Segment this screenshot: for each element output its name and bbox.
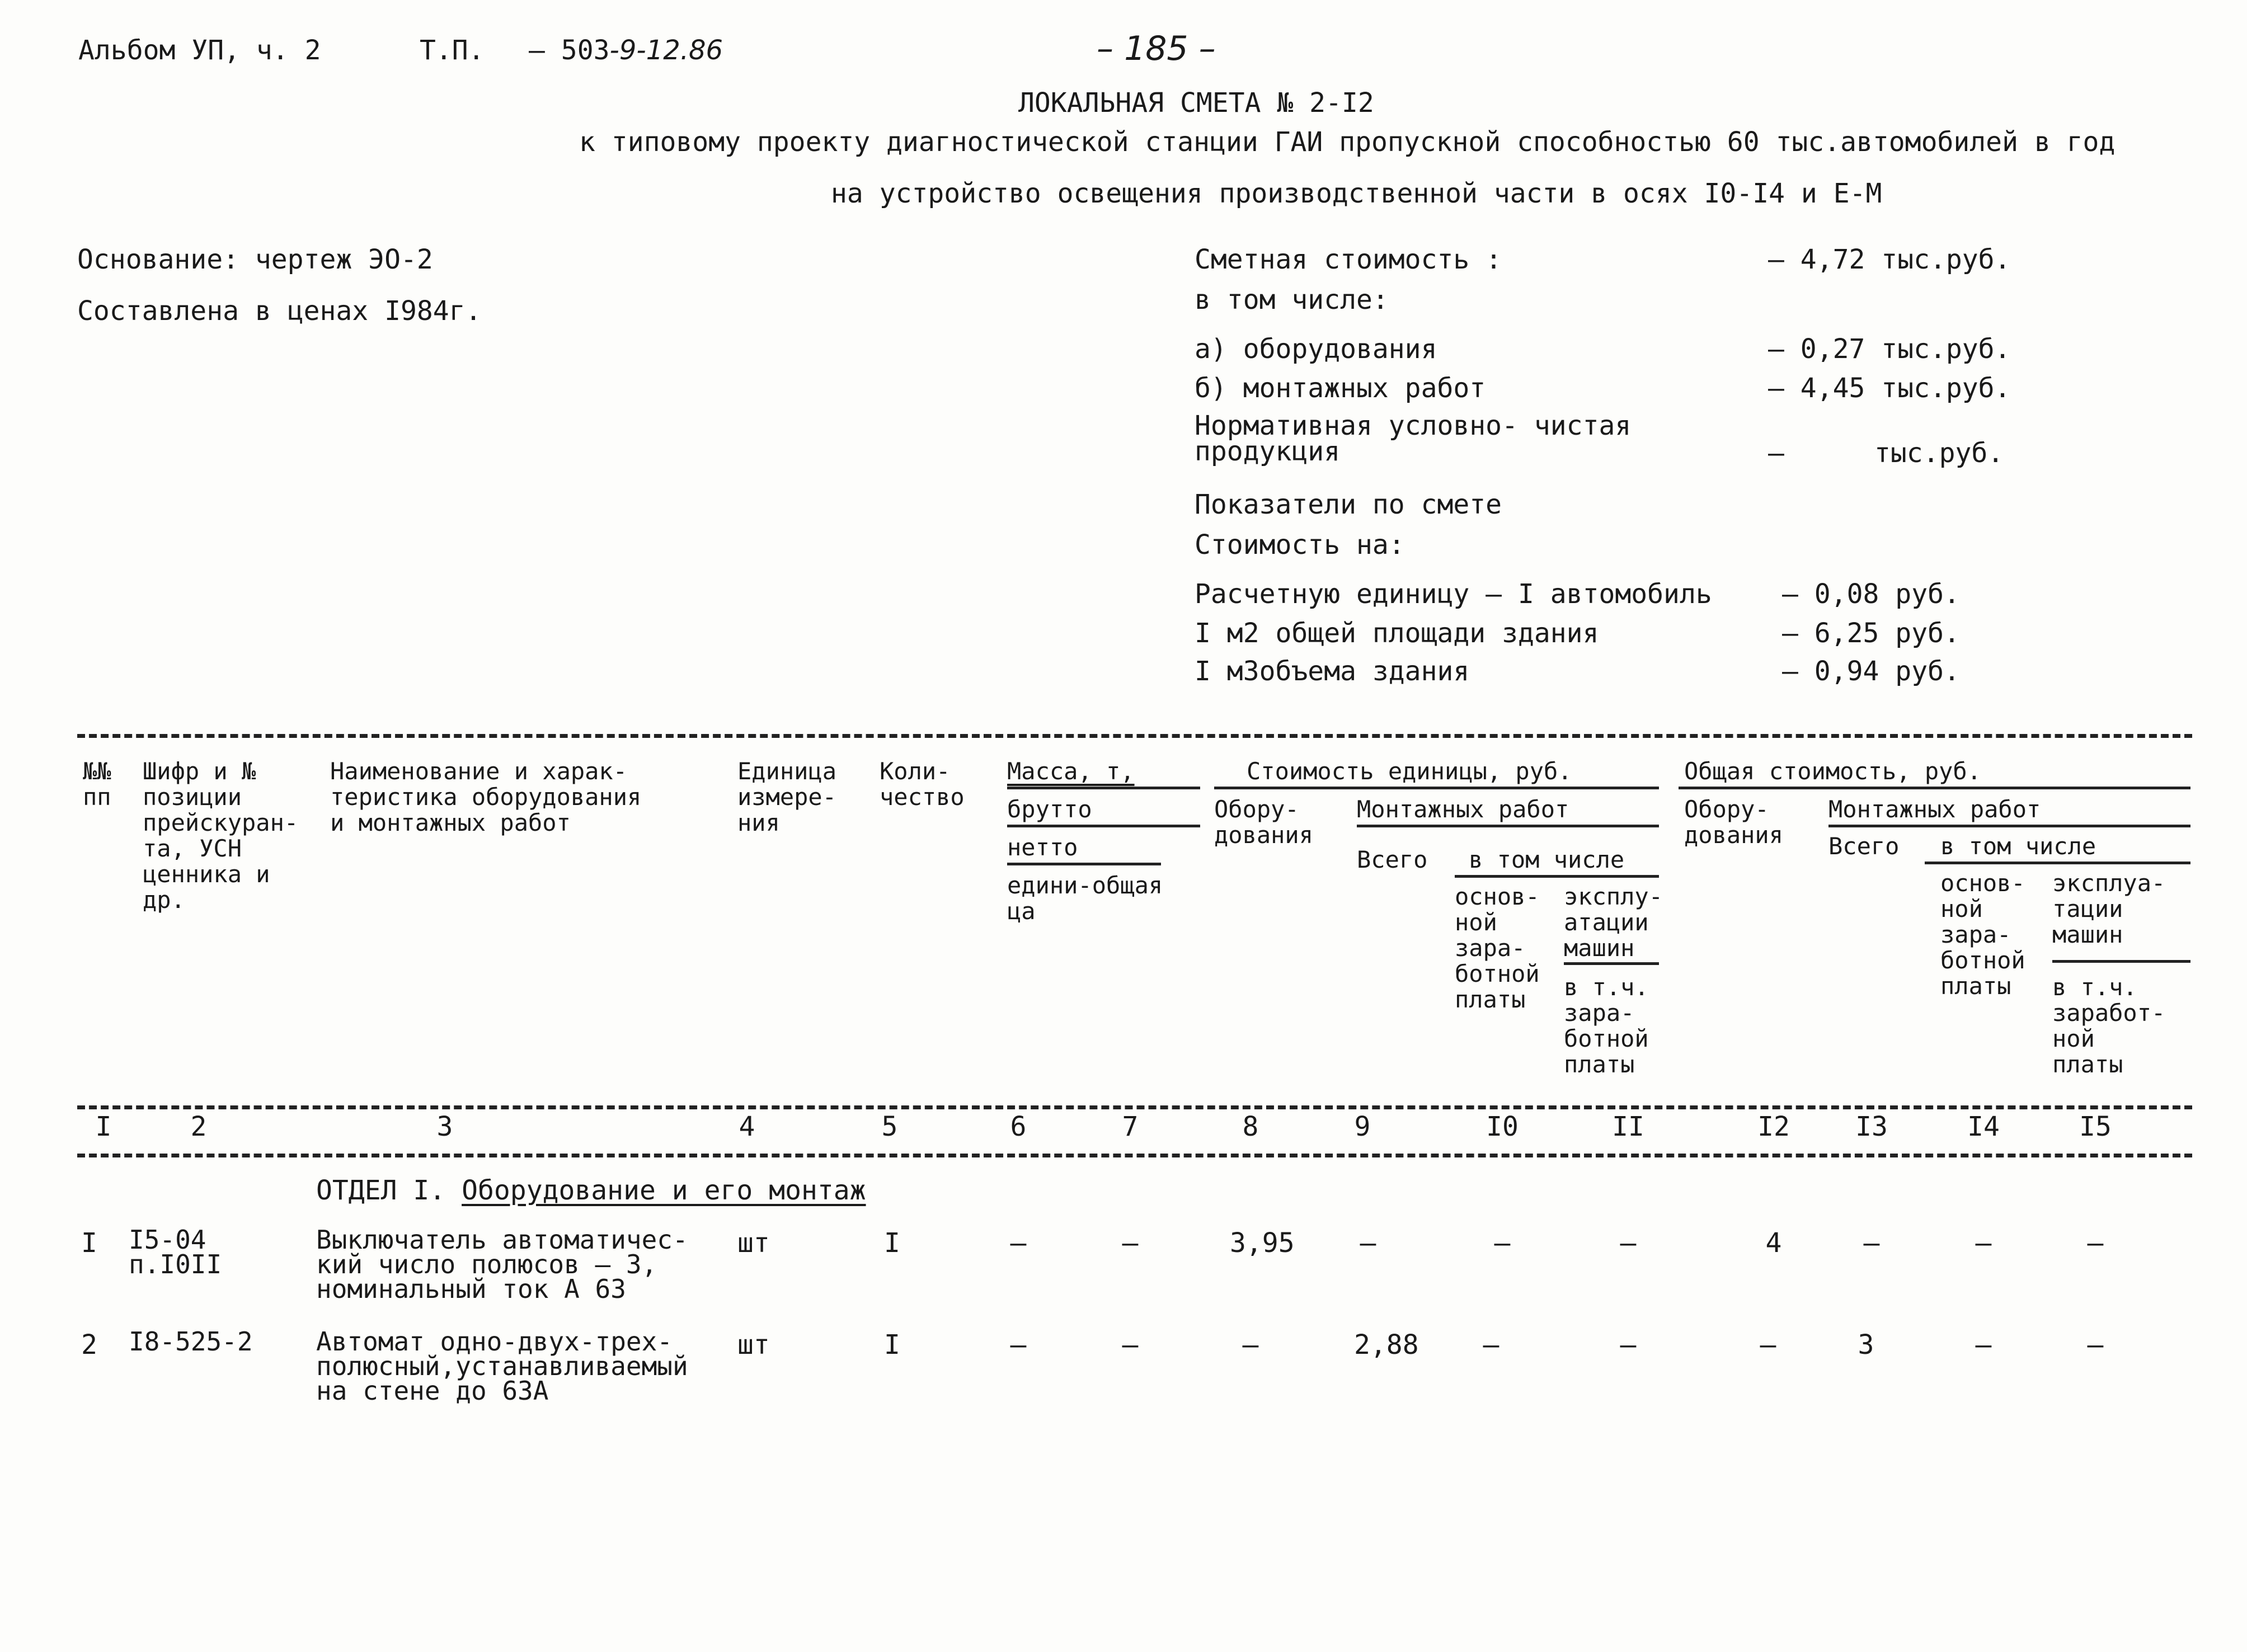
row-col-10: – xyxy=(1483,1329,1499,1361)
row-col-13: – xyxy=(1863,1227,1880,1259)
row-col-15: – xyxy=(2087,1227,2104,1259)
row-col-8: – xyxy=(1242,1329,1259,1361)
col-number-14: I4 xyxy=(1967,1111,2000,1142)
col-header-qty: Коли- чество xyxy=(880,757,965,811)
col-number-9: 9 xyxy=(1354,1111,1371,1142)
cost-per-label: Стоимость на: xyxy=(1195,529,1405,561)
row-unit: шт xyxy=(737,1329,770,1361)
col-header-unit-machine: эксплу- атации машин xyxy=(1564,883,1663,962)
col-header-unit-machine-wage: в т.ч. зара- ботной платы xyxy=(1564,973,1649,1078)
col-header-total-incl: в том числе xyxy=(1940,832,2096,860)
cost-label: Сметная стоимость : xyxy=(1195,244,1502,275)
basis-drawing: Основание: чертеж ЭО-2 xyxy=(77,244,433,275)
area-cost-value: – 6,25 руб. xyxy=(1782,618,1960,649)
row-name: Автомат одно-двух-трех- полюсный,устанавливаемый на стене до 63А xyxy=(316,1326,688,1406)
area-cost-label: I м2 общей площади здания xyxy=(1195,618,1599,649)
document-subject: на устройство освещения производственной части в осях I0-I4 и Е-М xyxy=(831,178,1882,209)
row-number: I xyxy=(81,1227,97,1259)
table-numbers-rule xyxy=(77,1154,2192,1157)
brutto-rule xyxy=(1007,825,1200,827)
tp-code-printed: – 503 xyxy=(529,35,610,66)
basis-prices: Составлена в ценах I984г. xyxy=(77,295,482,327)
normative-unit: тыс.руб. xyxy=(1874,437,2004,469)
normative-label-line2: продукция xyxy=(1195,436,1341,467)
col-header-unit-total: Всего xyxy=(1357,846,1428,873)
col-header-total-cost: Общая стоимость, руб. xyxy=(1684,757,1982,785)
unit-cost-label: Расчетную единицу – I автомобиль xyxy=(1195,578,1712,610)
total-machine-rule xyxy=(2052,960,2190,963)
table-header-rule xyxy=(77,1105,2192,1109)
row-col-12: – xyxy=(1760,1329,1776,1361)
col-number-13: I3 xyxy=(1855,1111,1888,1142)
row-col-13: 3 xyxy=(1858,1329,1874,1361)
row-col-11: – xyxy=(1620,1227,1637,1259)
installation-label: б) монтажных работ xyxy=(1195,373,1486,404)
col-header-mass: Масса, т, xyxy=(1007,757,1135,785)
col-header-total-machine: эксплуа- тации машин xyxy=(2052,869,2166,948)
mass-rule xyxy=(1007,787,1200,789)
col-number-3: 3 xyxy=(436,1111,453,1142)
document-title: ЛОКАЛЬНАЯ СМЕТА № 2-I2 xyxy=(1018,87,1374,119)
document-subtitle: к типовому проекту диагностической станции ГАИ пропускной способностью 60 тыс.автомобилей в год xyxy=(579,126,2116,158)
tp-label: Т.П. xyxy=(420,35,485,66)
unit-incl-rule xyxy=(1455,875,1659,878)
col-header-total-install: Монтажных работ xyxy=(1828,796,2041,823)
col-header-name: Наименование и харак- теристика оборудования и монтажных работ xyxy=(330,757,642,836)
section-title xyxy=(316,1175,866,1206)
tp-code xyxy=(529,35,723,66)
col-header-total-wage: основ- ной зара- ботной платы xyxy=(1940,869,2025,1000)
col-number-8: 8 xyxy=(1242,1111,1259,1142)
row-col-15: – xyxy=(2087,1329,2104,1361)
volume-cost-label: I м3объема здания xyxy=(1195,656,1470,687)
row-col-8: 3,95 xyxy=(1230,1227,1295,1259)
normative-label-line1: Нормативная условно- чистая xyxy=(1195,410,1632,441)
equipment-label: а) оборудования xyxy=(1195,333,1437,365)
col-header-mass-sub: едини-общая ца xyxy=(1007,872,1163,925)
unit-machine-rule xyxy=(1564,962,1659,965)
col-header-unit-equipment: Обору- дования xyxy=(1214,796,1314,849)
row-col-6: – xyxy=(1010,1329,1027,1361)
col-number-6: 6 xyxy=(1010,1111,1027,1142)
col-number-5: 5 xyxy=(881,1111,898,1142)
netto-rule xyxy=(1007,863,1161,865)
col-header-unit-incl: в том числе xyxy=(1469,846,1625,873)
col-header-brutto: брутто xyxy=(1007,796,1092,823)
installation-value: – 4,45 тыс.руб. xyxy=(1768,373,2011,404)
normative-label xyxy=(1195,410,1632,467)
row-qty: I xyxy=(884,1329,900,1361)
col-number-7: 7 xyxy=(1122,1111,1139,1142)
col-number-1: I xyxy=(95,1111,112,1142)
total-cost-rule xyxy=(1679,787,2190,789)
col-header-unit: Единица измере- ния xyxy=(737,757,837,836)
row-qty: I xyxy=(884,1227,900,1259)
row-code: I5-04 п.I0II xyxy=(129,1225,222,1279)
col-header-code: Шифр и № позиции прейскуран- та, УСН ценника и др. xyxy=(143,757,299,914)
unit-cost-value: – 0,08 руб. xyxy=(1782,578,1960,610)
total-install-rule xyxy=(1828,825,2190,827)
including-label: в том числе: xyxy=(1195,284,1389,316)
col-header-unit-cost: Стоимость единицы, руб. xyxy=(1247,757,1572,785)
col-number-11: II xyxy=(1612,1111,1644,1142)
page-number: – 185 – xyxy=(1097,29,1216,68)
col-number-15: I5 xyxy=(2079,1111,2112,1142)
row-col-11: – xyxy=(1620,1329,1637,1361)
col-header-unit-wage: основ- ной зара- ботной платы xyxy=(1455,883,1540,1013)
row-name: Выключатель автоматичес- кий число полюсов – 3, номинальный ток А 63 xyxy=(316,1225,688,1304)
total-incl-rule xyxy=(1925,862,2190,864)
row-col-14: – xyxy=(1975,1227,1992,1259)
section-prefix: ОТДЕЛ I. xyxy=(316,1175,446,1206)
col-header-total-equipment: Обору- дования xyxy=(1684,796,1784,849)
row-col-9: 2,88 xyxy=(1354,1329,1419,1361)
section-name: Оборудование и его монтаж xyxy=(462,1175,866,1206)
row-col-7: – xyxy=(1122,1227,1139,1259)
equipment-value: – 0,27 тыс.руб. xyxy=(1768,333,2011,365)
row-col-12: 4 xyxy=(1765,1227,1782,1259)
col-header-unit-install: Монтажных работ xyxy=(1357,796,1569,823)
col-number-2: 2 xyxy=(190,1111,207,1142)
unit-cost-rule xyxy=(1214,787,1659,789)
col-number-12: I2 xyxy=(1757,1111,1790,1142)
col-number-10: I0 xyxy=(1486,1111,1519,1142)
table-top-rule xyxy=(77,734,2192,738)
tp-code-handwritten: -9-12.86 xyxy=(609,35,723,66)
normative-dash: – xyxy=(1768,437,1784,469)
row-unit: шт xyxy=(737,1227,770,1259)
col-header-total-total: Всего xyxy=(1828,832,1900,860)
volume-cost-value: – 0,94 руб. xyxy=(1782,656,1960,687)
col-number-4: 4 xyxy=(739,1111,755,1142)
album-label: Альбом УП, ч. 2 xyxy=(78,35,321,66)
row-col-9: – xyxy=(1360,1227,1376,1259)
row-col-14: – xyxy=(1975,1329,1992,1361)
col-header-netto: нетто xyxy=(1007,834,1078,861)
row-number: 2 xyxy=(81,1329,97,1361)
row-col-7: – xyxy=(1122,1329,1139,1361)
indicators-label: Показатели по смете xyxy=(1195,489,1502,520)
row-code: I8-525-2 xyxy=(129,1326,253,1357)
col-header-total-machine-wage: в т.ч. заработ- ной платы xyxy=(2052,973,2166,1078)
row-col-6: – xyxy=(1010,1227,1027,1259)
cost-value: – 4,72 тыс.руб. xyxy=(1768,244,2011,275)
row-col-10: – xyxy=(1494,1227,1511,1259)
unit-install-rule xyxy=(1357,825,1659,827)
col-header-number: №№ пп xyxy=(83,757,111,811)
